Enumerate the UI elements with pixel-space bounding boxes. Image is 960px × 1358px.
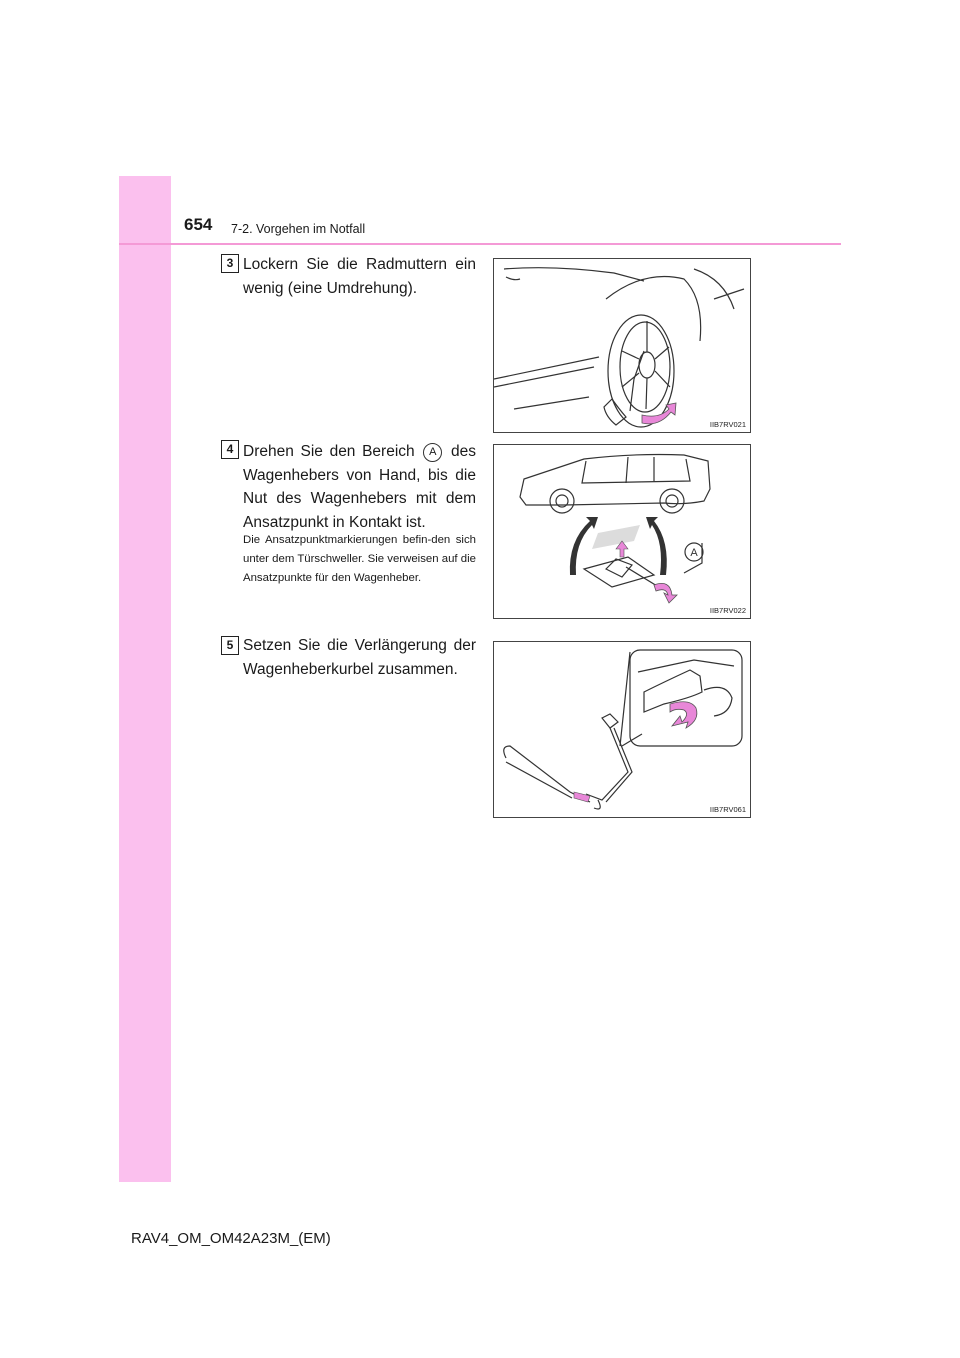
step-4-badge: 4 (221, 440, 239, 459)
step-3-text: Lockern Sie die Radmuttern ein wenig (eine Umdrehung). (243, 256, 476, 297)
document-code: RAV4_OM_OM42A23M_(EM) (131, 1230, 331, 1247)
figure-code: IIB7RV022 (709, 606, 746, 615)
page-number: 654 (184, 215, 213, 234)
crank-assembly-illustration (494, 642, 750, 817)
step-4-text-start: Drehen Sie den Bereich (243, 443, 415, 460)
car-jack-illustration (494, 445, 750, 618)
wheel-wrench-illustration (494, 259, 750, 432)
step-5-text: Setzen Sie die Verlängerung der Wagenheberkurbel zusammen. (243, 637, 476, 678)
step-4-note: Die Ansatzpunktmarkierungen befin-den sich unter dem Türschweller. Sie verweisen auf die Ansatzpunkte für den Wagenheber. (243, 534, 476, 584)
callout-marker-a: A (423, 443, 442, 462)
step-3-badge: 3 (221, 254, 239, 273)
figure-jack-placement (493, 444, 751, 619)
page-sidebar-tab (119, 176, 171, 1182)
step-4-text (243, 440, 476, 534)
step-4-text-end: des Wagenhebers von Hand, bis die Nut des Wagenhebers mit dem Ansatzpunkt in Kontakt ist. (243, 443, 476, 531)
figure-label-a: A (690, 547, 698, 559)
section-title: 7-2. Vorgehen im Notfall (231, 222, 366, 236)
header-rule (119, 243, 841, 245)
figure-code: IIB7RV021 (709, 420, 746, 429)
figure-loosen-wheel-nuts (493, 258, 751, 433)
figure-code: IIB7RV061 (709, 805, 746, 814)
step-5-badge: 5 (221, 636, 239, 655)
figure-crank-extension (493, 641, 751, 818)
